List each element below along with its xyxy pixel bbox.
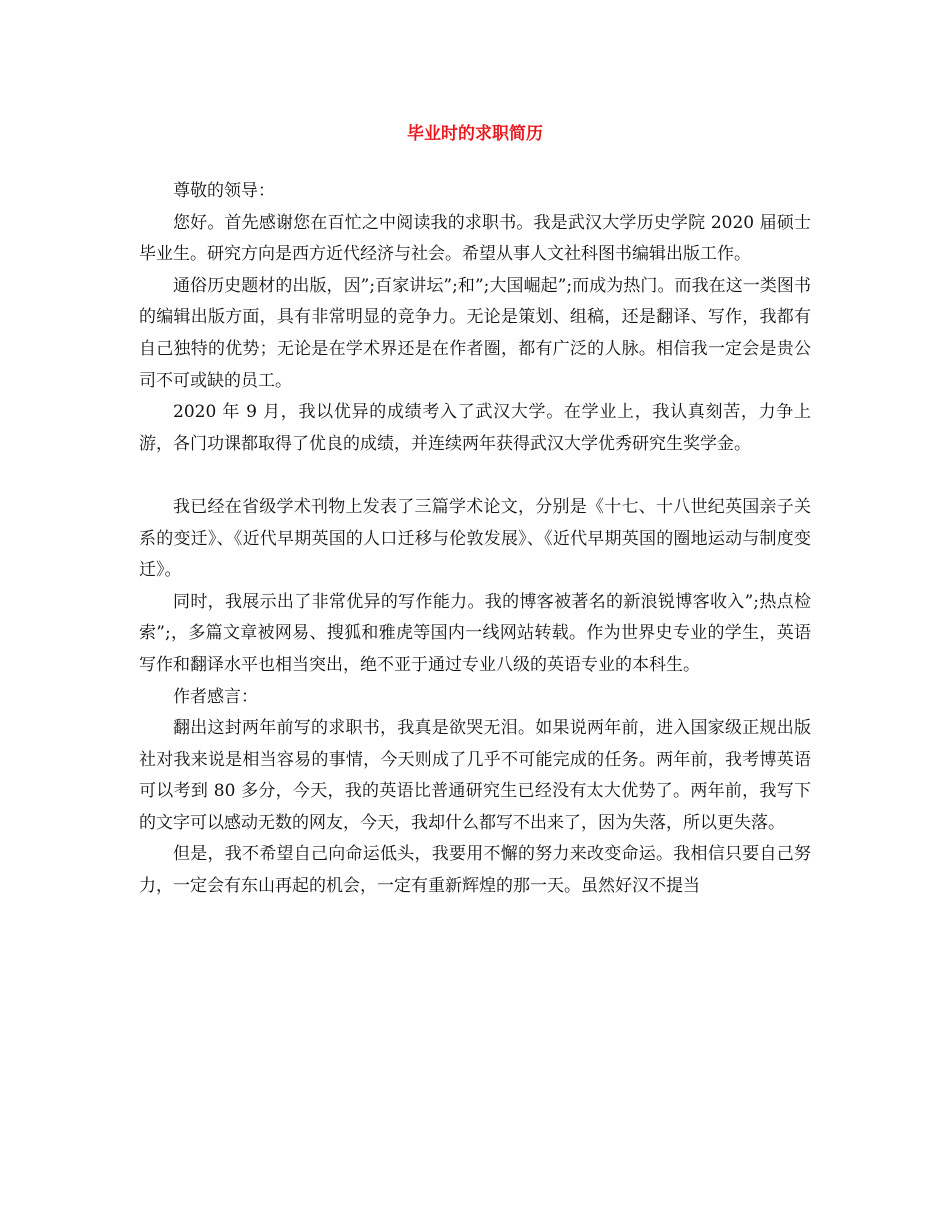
salutation: 尊敬的领导： <box>173 181 275 201</box>
document-body <box>139 176 811 903</box>
paragraph-resolve: 但是，我不希望自己向命运低头，我要用不懈的努力来改变命运。我相信只要自己努力，一定会有东山再起的机会，一定有重新辉煌的那一天。虽然好汉不提当 <box>139 844 811 897</box>
paragraph-greeting: 您好。首先感谢您在百忙之中阅读我的求职书。我是武汉大学历史学院 2020 届硕士毕业生。研究方向是西方近代经济与社会。希望从事人文社科图书编辑出版工作。 <box>139 212 811 265</box>
paragraph-writing: 同时，我展示出了非常优异的写作能力。我的博客被著名的新浪锐博客收入”;热点检索”;，多篇文章被网易、搜狐和雅虎等国内一线网站转载。作为世界史专业的学生，英语写作和翻译水平也相当突出，绝不亚于通过专业八级的英语专业的本科生。 <box>139 591 811 675</box>
document-title: 毕业时的求职简历 <box>407 124 543 144</box>
author-note-heading: 作者感言： <box>173 686 258 707</box>
paragraph-competence: 通俗历史题材的出版，因”;百家讲坛”;和”;大国崛起”;而成为热门。而我在这一类图书的编辑出版方面，具有非常明显的竞争力。无论是策划、组稿，还是翻译、写作，我都有自己独特的优势；无论是在学术界还是在作者圈，都有广泛的人脉。相信我一定会是贵公司不可或缺的员工。 <box>139 275 811 391</box>
paragraph-publications: 我已经在省级学术刊物上发表了三篇学术论文，分别是《十七、十八世纪英国亲子关系的变迁》、《近代早期英国的人口迁移与伦敦发展》、《近代早期英国的圈地运动与制度变迁》。 <box>139 496 811 581</box>
paragraph-reflection: 翻出这封两年前写的求职书，我真是欲哭无泪。如果说两年前，进入国家级正规出版社对我来说是相当容易的事情，今天则成了几乎不可能完成的任务。两年前，我考博英语可以考到 80 多分，今天，我的英语比普通研究生已经没有太大优势了。两年前，我写下的文字可以感动无数的网友，今天，我却什么都写不出来了，因为失落，所以更失落。 <box>139 718 811 833</box>
paragraph-education: 2020 年 9 月，我以优异的成绩考入了武汉大学。在学业上，我认真刻苦，力争上游，各门功课都取得了优良的成绩，并连续两年获得武汉大学优秀研究生奖学金。 <box>139 402 811 454</box>
